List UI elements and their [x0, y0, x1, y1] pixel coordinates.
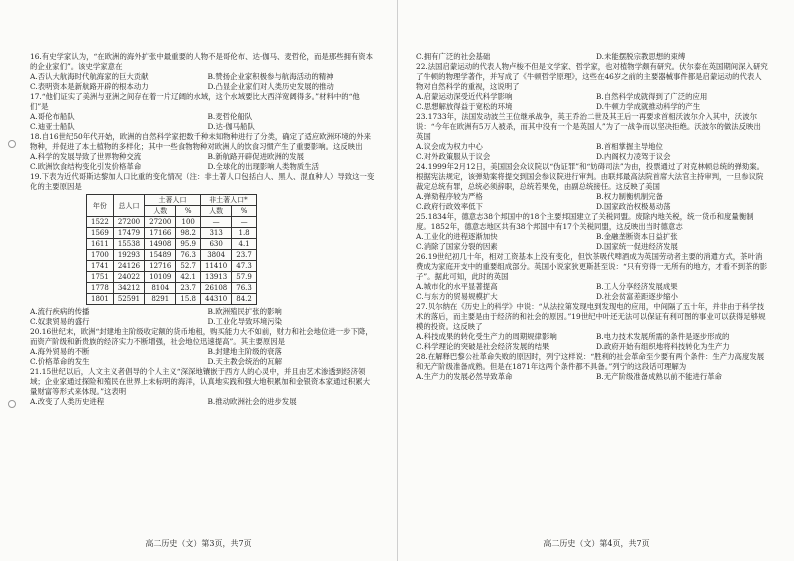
option-b: B.自然科学成就得到了广泛的应用 — [596, 92, 708, 101]
table-cell: 34212 — [113, 283, 144, 294]
question-stem: 19.下表为近代哥斯达黎加人口比重的变化情况（注：非土著人口包括白人、黑人、混血种人）导致这一变化的主要原因是 — [30, 172, 375, 191]
table-cell: 4.1 — [232, 239, 257, 250]
table-cell: 26108 — [200, 283, 231, 294]
option-b: B.电力技术发展所需的条件是逐步形成的 — [596, 332, 730, 341]
table-cell: 313 — [200, 228, 231, 239]
option-d: D.全球化的出现影响人类物质生活 — [207, 162, 319, 171]
option-a: A.城市化的水平显著提高 — [416, 282, 498, 291]
option-b: B.封建地主阶级的衰落 — [207, 347, 282, 356]
right-column — [416, 52, 768, 382]
table-cell: 76.3 — [232, 283, 257, 294]
question-stem: 27.贝尔纳在《历史上的科学》中说：“从法拉第发现电到发现电的应用，中间隔了五十年，并非由于科学技术的落后，而主要是由于经济的和社会的原因。”19世纪中叶还无法可以保证有利可图的事业可以获得足够规模的投资。这反映了 — [416, 302, 766, 331]
option-a: A.海外贸易的不断 — [30, 347, 90, 356]
table-cell: 1801 — [87, 294, 114, 305]
question-stem: 28.在解释巴黎公社革命失败的原因时，列宁这样说：“胜利的社会革命至少要有两个条件：生产力高度发展和无产阶级准备成熟。但是在1871年这两个条件都不具备。”列宁的这段话可理解为 — [416, 352, 765, 371]
table-cell: 84.2 — [232, 294, 257, 305]
table-cell: 95.9 — [176, 239, 201, 250]
table-cell: 42.1 — [176, 272, 201, 283]
question-19 — [30, 172, 377, 327]
table-cell: 100 — [176, 217, 201, 228]
table-cell: 1741 — [87, 261, 114, 272]
option-c: C.奴隶贸易的盛行 — [30, 317, 90, 326]
table-cell: — — [232, 217, 257, 228]
option-b: B.工人分享经济发展成果 — [596, 282, 678, 291]
question-stem: 22.法国启蒙运动的代表人物卢梭不但是文学家、哲学家，也对植物学颇有研究。伏尔泰在英国期间深入研究了牛顿的物理学著作，并写成了《牛顿哲学原理》，这些在46岁之前的主要器械事件都是启蒙运动的代表人物对自然科学的重视，这说明了 — [416, 62, 768, 91]
table-cell: 11410 — [200, 261, 231, 272]
question-stem: 20.16世纪末，欧洲“封建地主阶级收定额的货币地租，购买能力大不如前，财力和社会地位进一步下降，而资产阶级和新贵族的经济实力不断增强，社会地位迅速提高”。其主要原因是 — [30, 327, 373, 346]
table-cell: 1778 — [87, 283, 114, 294]
table-row — [87, 239, 257, 250]
right-page — [397, 0, 794, 561]
header-percent: % — [232, 206, 257, 217]
option-a: A.生产力的发展必然导致革命 — [416, 372, 513, 381]
table-cell: 1569 — [87, 228, 114, 239]
question-28 — [416, 352, 768, 382]
table-cell: 52.7 — [176, 261, 201, 272]
option-c: C.与东方的贸易规模扩大 — [416, 292, 498, 301]
table-cell: 12716 — [145, 261, 176, 272]
header-percent: % — [176, 206, 201, 217]
option-a: A.弹劾程序较为严格 — [416, 192, 483, 201]
binding-hole — [8, 400, 16, 408]
option-d: D.国家统一促进经济发展 — [596, 242, 678, 251]
question-27 — [416, 302, 768, 352]
table-cell: 3804 — [200, 250, 231, 261]
table-cell: 1611 — [87, 239, 114, 250]
question-16 — [30, 52, 377, 92]
option-c: C.拥有广泛的社会基础 — [416, 52, 491, 61]
table-cell: 27200 — [113, 217, 144, 228]
option-d: D.内阁权力凌驾于议会 — [596, 152, 671, 161]
table-cell: 23.7 — [176, 283, 201, 294]
table-cell: 57.9 — [232, 272, 257, 283]
header-non-native: 非土著人口* — [200, 195, 256, 206]
option-a: A.议会成为权力中心 — [416, 142, 483, 151]
question-22 — [416, 62, 768, 112]
option-d: D.社会贫富差距逐步缩小 — [596, 292, 678, 301]
table-cell: 47.3 — [232, 261, 257, 272]
question-20 — [30, 327, 377, 367]
table-cell: 1522 — [87, 217, 114, 228]
table-cell: 8104 — [145, 283, 176, 294]
option-a: A.否认大航海时代航海家的巨大贡献 — [30, 72, 149, 81]
question-25 — [416, 212, 768, 252]
table-cell: 17479 — [113, 228, 144, 239]
table-row — [87, 294, 257, 305]
table-cell: 17166 — [145, 228, 176, 239]
option-c: C.消除了国家分裂的因素 — [416, 242, 498, 251]
table-cell: 23.7 — [232, 250, 257, 261]
option-b: B.赞扬企业家积极参与航海活动的精神 — [207, 72, 334, 81]
question-stem: 25.1834年，德意志38个邦国中的18个主要邦国建立了关税同盟。废除内地关税，统一货币和度量衡制度。1852年，德意志地区共有38个邦国中有17个关税同盟，这反映出当时德意志 — [416, 212, 754, 231]
table-cell: — — [200, 217, 231, 228]
option-c: C.表明资本是新航路开辟的根本动力 — [30, 82, 149, 91]
question-21-continued — [416, 52, 768, 62]
table-row — [87, 261, 257, 272]
table-cell: 8291 — [145, 294, 176, 305]
option-c: C.对外政策服从于议会 — [416, 152, 491, 161]
option-d: D.凸显企业家们对人类历史发展的推动 — [207, 82, 334, 91]
question-stem: 17.“他们证实了美洲与亚洲之间存在着一片辽阔的水域，这个水域要比大西洋宽阔得多。”材料中的“他们”是 — [30, 92, 360, 111]
question-26 — [416, 252, 768, 302]
table-cell: 24126 — [113, 261, 144, 272]
option-a: A.哥伦布船队 — [30, 112, 75, 121]
question-stem: 18.自16世纪50年代开始，欧洲的自然科学家把数千种未知物种进行了分类，确定了适应欧洲环境的外来物种，并促进了本土植物的多样化；其中一些食物物种对欧洲人的饮食习惯产生了重要影响。这反映出 — [30, 132, 371, 151]
question-17 — [30, 92, 377, 132]
question-23 — [416, 112, 768, 162]
header-count: 人数 — [200, 206, 231, 217]
header-count: 人数 — [145, 206, 176, 217]
question-24 — [416, 162, 768, 212]
header-total: 总人口 — [113, 195, 144, 217]
table-cell: 13913 — [200, 272, 231, 283]
table-cell: 44310 — [200, 294, 231, 305]
population-table — [86, 194, 257, 305]
option-b: B.首相掌握主导地位 — [596, 142, 663, 151]
option-d: D.牛顿力学成就推动科学的产生 — [596, 102, 701, 111]
table-cell: 1.8 — [232, 228, 257, 239]
table-cell: 98.2 — [176, 228, 201, 239]
table-cell: 19293 — [113, 250, 144, 261]
option-d: D.达·伽马船队 — [207, 122, 255, 131]
question-stem: 26.19世纪初几十年，相对工资基本上没有变化，但饮茶吸代啤酒成为英国劳动者主要的消遣方式，茶叶消费成为家庭开支中的重要组成部分。英国小说家狄更斯甚至说：“只有穷得一无所有的地方，才看不到茶的影子”。据此可知，此时的英国 — [416, 252, 768, 281]
option-a: A.工业化的进程逐渐加快 — [416, 232, 498, 241]
table-row — [87, 228, 257, 239]
question-stem: 23.1733年，法国发动波兰王位继承战争，英王乔治二世及其王后一再要求首相沃波尔介入其中，沃波尔说：“今年在欧洲有5万人被杀，而其中没有一个是英国人”为了一战争而以坚决拒绝。沃波尔的做法反映出英国 — [416, 112, 761, 141]
table-cell: 1700 — [87, 250, 114, 261]
table-cell: 15.8 — [176, 294, 201, 305]
option-b: B.无产阶级准备成熟以前不能进行革命 — [596, 372, 723, 381]
question-stem: 21.15世纪以后，人文主义者倡导的个人主义“深深地镶嵌于西方人的心灵中，并且由艺术渗透到经济领域；企业家通过探险和殖民在世界上未标明的海洋，认真地实践和强大地积累加和金银资本家通过积累大量财富等形式来体现。”这表明 — [30, 367, 370, 396]
question-18 — [30, 132, 377, 172]
table-cell: 15489 — [145, 250, 176, 261]
question-21 — [30, 367, 377, 407]
header-native: 土著人口 — [145, 195, 201, 206]
table-cell: 15538 — [113, 239, 144, 250]
binding-hole — [8, 140, 16, 148]
option-c: C.价格革命的发生 — [30, 357, 90, 366]
option-a: A.科技成果的转化受生产力的周期规律影响 — [416, 332, 557, 341]
table-cell: 14908 — [145, 239, 176, 250]
option-d: D.天主教会统治的瓦解 — [207, 357, 283, 366]
header-year: 年份 — [87, 195, 114, 217]
table-cell: 10109 — [145, 272, 176, 283]
option-c: C.思想解放得益于宽松的环境 — [416, 102, 513, 111]
page-footer: 高二历史（文）第4页，共7页 — [543, 539, 650, 548]
table-cell: 24022 — [113, 272, 144, 283]
page-footer: 高二历史（文）第3页，共7页 — [145, 539, 252, 548]
option-d: D.国家政治权极易动荡 — [596, 202, 671, 211]
table-row — [87, 250, 257, 261]
left-column — [30, 52, 377, 407]
option-c: C.科学理论的突破是社会经济发展的结果 — [416, 342, 550, 351]
option-d: D.未能摆脱宗教思想的束缚 — [596, 52, 686, 61]
table-row — [87, 217, 257, 228]
question-stem: 24.1999年2月12日，美国国会众议院以“伪证罪”和“妨碍司法”为由，投票通过了对克林顿总统的弹劾案。根据宪法规定，该弹劾案将提交到国会参议院进行审判。由联邦最高法院首席大法官主持审判，一旦参议院裁定总统有罪，总统必须辞职，总统若果免，由副总统接任。这反映了美国 — [416, 162, 765, 191]
option-b: B.权力制衡机制完备 — [596, 192, 663, 201]
option-b: B.欧洲殖民扩张的影响 — [207, 307, 282, 316]
option-d: D.工业化导致环境污染 — [207, 317, 283, 326]
table-row — [87, 272, 257, 283]
option-c: C.政府行政效率低下 — [416, 202, 483, 211]
table-cell: 1751 — [87, 272, 114, 283]
question-stem: 16.有史学家认为，“在欧洲的海外扩张中最重要的人物不是哥伦布、达·伽马、麦哲伦，而是那些拥有资本的企业家们”。该史学家意在 — [30, 52, 374, 71]
option-c: C.欧洲饮食结构变化引发价格革命 — [30, 162, 142, 171]
option-c: C.迪亚士船队 — [30, 122, 75, 131]
table-cell: 27200 — [145, 217, 176, 228]
option-a: A.改变了人类历史进程 — [30, 397, 105, 406]
option-d: D.政府开始有组织地将科技转化为生产力 — [596, 342, 730, 351]
option-b: B.推动欧洲社会的进步发展 — [207, 397, 297, 406]
table-cell: 52591 — [113, 294, 144, 305]
option-a: A.启蒙运动深受近代科学影响 — [416, 92, 513, 101]
option-b: B.麦哲伦船队 — [207, 112, 253, 121]
table-cell: 630 — [200, 239, 231, 250]
table-row — [87, 283, 257, 294]
option-b: B.金融垄断资本日益扩张 — [596, 232, 678, 241]
option-b: B.新航路开辟促进欧洲的发展 — [207, 152, 304, 161]
option-a: A.流行疾病的传播 — [30, 307, 90, 316]
option-a: A.科学的发展导致了世界物种交流 — [30, 152, 142, 161]
table-cell: 76.3 — [176, 250, 201, 261]
